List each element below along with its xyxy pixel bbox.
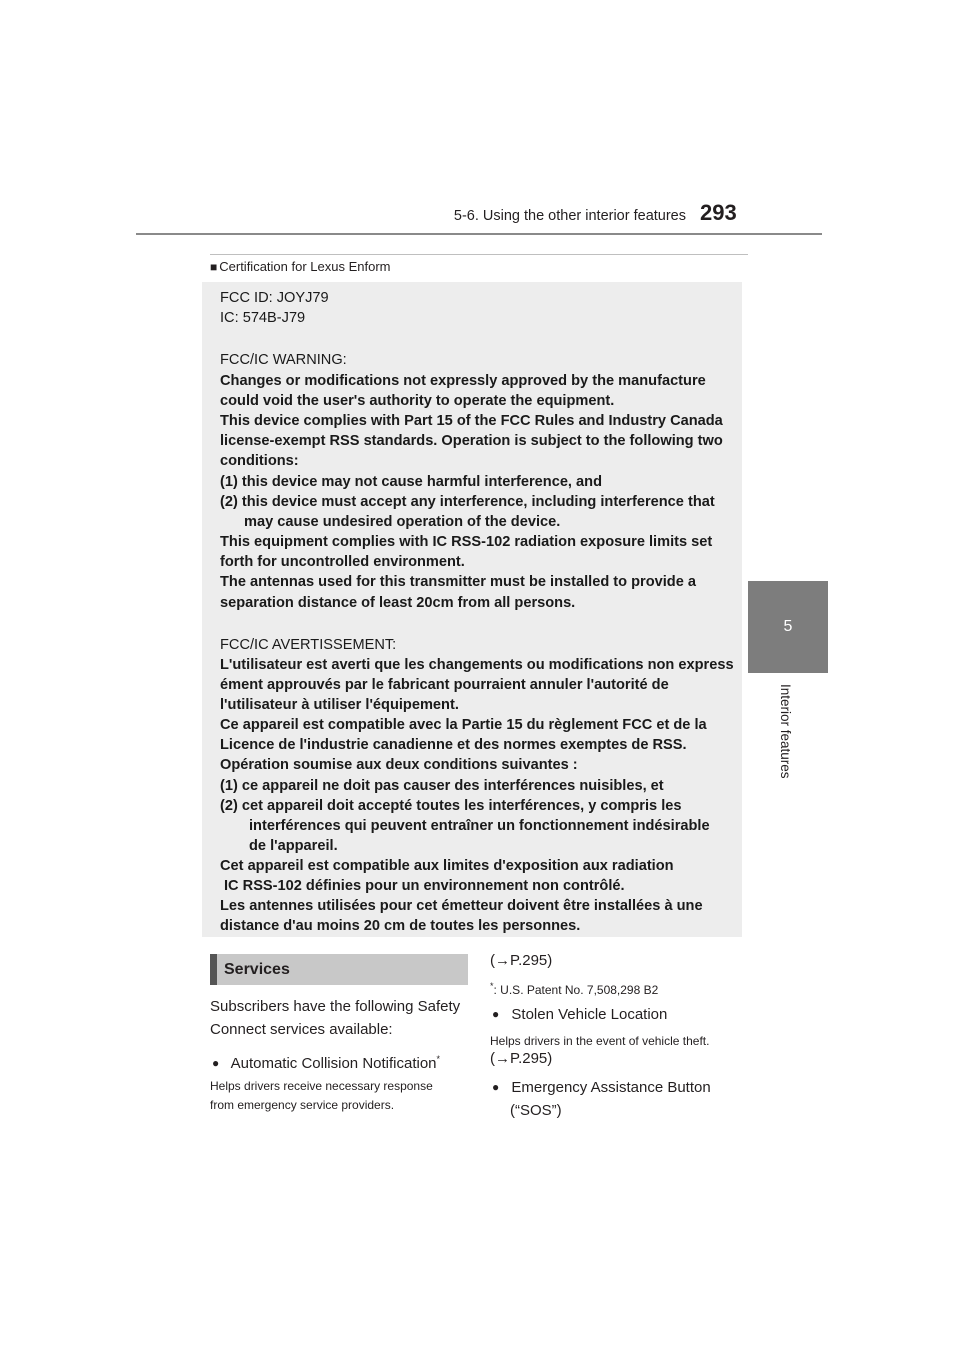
certification-line: Changes or modifications not expressly approved by the manufacture — [220, 373, 706, 389]
certification-line: interférences qui peuvent entraîner un fonctionnement indésirable — [249, 818, 710, 834]
certification-line: Les antennes utilisées pour cet émetteur doivent être installées à une — [220, 898, 703, 914]
certification-line: distance d'au moins 20 cm de toutes les personnes. — [220, 918, 581, 934]
list-item-label: Emergency Assistance Button — [511, 1079, 711, 1096]
certification-line: FCC/IC AVERTISSEMENT: — [220, 637, 397, 653]
certification-line: may cause undesired operation of the device. — [244, 514, 561, 530]
certification-line: license-exempt RSS standards. Operation is subject to the following two — [220, 433, 723, 449]
certification-line: FCC ID: JOYJ79 — [220, 290, 329, 306]
header-rule — [136, 233, 822, 235]
running-header: 5-6. Using the other interior features — [453, 208, 686, 224]
certification-line: (2) cet appareil doit accepté toutes les interférences, y compris les — [220, 798, 682, 814]
page-reference: (→P.295) — [490, 1050, 553, 1067]
list-item-label: Automatic Collision Notification — [230, 1055, 437, 1072]
certification-line: This equipment complies with IC RSS-102 radiation exposure limits set — [220, 534, 713, 550]
certification-line: forth for uncontrolled environment. — [220, 554, 465, 570]
certification-line: Opération soumise aux deux conditions suivantes : — [220, 757, 578, 773]
list-item — [492, 1003, 667, 1027]
chapter-number: 5 — [783, 618, 793, 635]
certification-line: Licence de l'industrie canadienne et des normes exemptes de RSS. — [220, 737, 687, 753]
item-description: Helps drivers in the event of vehicle theft. — [490, 1034, 710, 1048]
list-item — [492, 1076, 711, 1100]
list-item-label-continued: (“SOS”) — [510, 1102, 562, 1119]
certification-line: separation distance of least 20cm from all persons. — [220, 595, 576, 611]
chapter-label: Interior features — [778, 684, 793, 779]
page-reference: (→P.295) — [490, 952, 553, 969]
list-item-label: Stolen Vehicle Location — [511, 1006, 668, 1023]
footnote-asterisk: * — [490, 981, 494, 991]
certification-line: The antennas used for this transmitter must be installed to provide a — [220, 574, 697, 590]
certification-line: (2) this device must accept any interference, including interference that — [220, 494, 715, 510]
page-number: 293 — [700, 200, 737, 225]
services-heading-text: Services — [224, 960, 290, 978]
item-description-line1: Helps drivers receive necessary response — [210, 1079, 433, 1093]
certification-line: Cet appareil est compatible aux limites d'exposition aux radiation — [220, 858, 674, 874]
square-bullet-icon: ■ — [210, 260, 218, 274]
chapter-tab — [748, 581, 828, 673]
section-heading-text: Certification for Lexus Enform — [219, 259, 391, 274]
services-intro-line2: Connect services available: — [210, 1021, 393, 1038]
section-heading — [210, 259, 390, 274]
certification-line: conditions: — [220, 453, 299, 469]
footnote-text: : U.S. Patent No. 7,508,298 B2 — [493, 983, 659, 997]
certification-line: FCC/IC WARNING: — [220, 352, 347, 368]
certification-line: Ce appareil est compatible avec la Partie 15 du règlement FCC et de la — [220, 717, 707, 733]
certification-line: could void the user's authority to operate the equipment. — [220, 393, 615, 409]
certification-line: ément approuvés par le fabricant pourraient annuler l'autorité de — [220, 677, 669, 693]
certification-line: L'utilisateur est averti que les changements ou modifications non express — [220, 657, 734, 673]
certification-line: This device complies with Part 15 of the FCC Rules and Industry Canada — [220, 413, 723, 429]
list-item — [212, 1048, 440, 1076]
section-rule — [210, 254, 748, 255]
certification-line: (1) ce appareil ne doit pas causer des interférences nuisibles, et — [220, 778, 664, 794]
item-description-line2: from emergency service providers. — [210, 1098, 395, 1112]
certification-line: de l'appareil. — [249, 838, 338, 854]
services-heading — [210, 954, 468, 985]
services-intro-line1: Subscribers have the following Safety — [210, 998, 461, 1015]
footnote-marker: * — [436, 1054, 441, 1064]
certification-line: (1) this device may not cause harmful interference, and — [220, 474, 602, 490]
certification-line: IC: 574B-J79 — [220, 310, 306, 326]
footnote — [490, 977, 658, 1000]
certification-line: l'utilisateur à utiliser l'équipement. — [220, 697, 459, 713]
certification-line: IC RSS-102 définies pour un environnement non contrôlé. — [224, 878, 625, 894]
